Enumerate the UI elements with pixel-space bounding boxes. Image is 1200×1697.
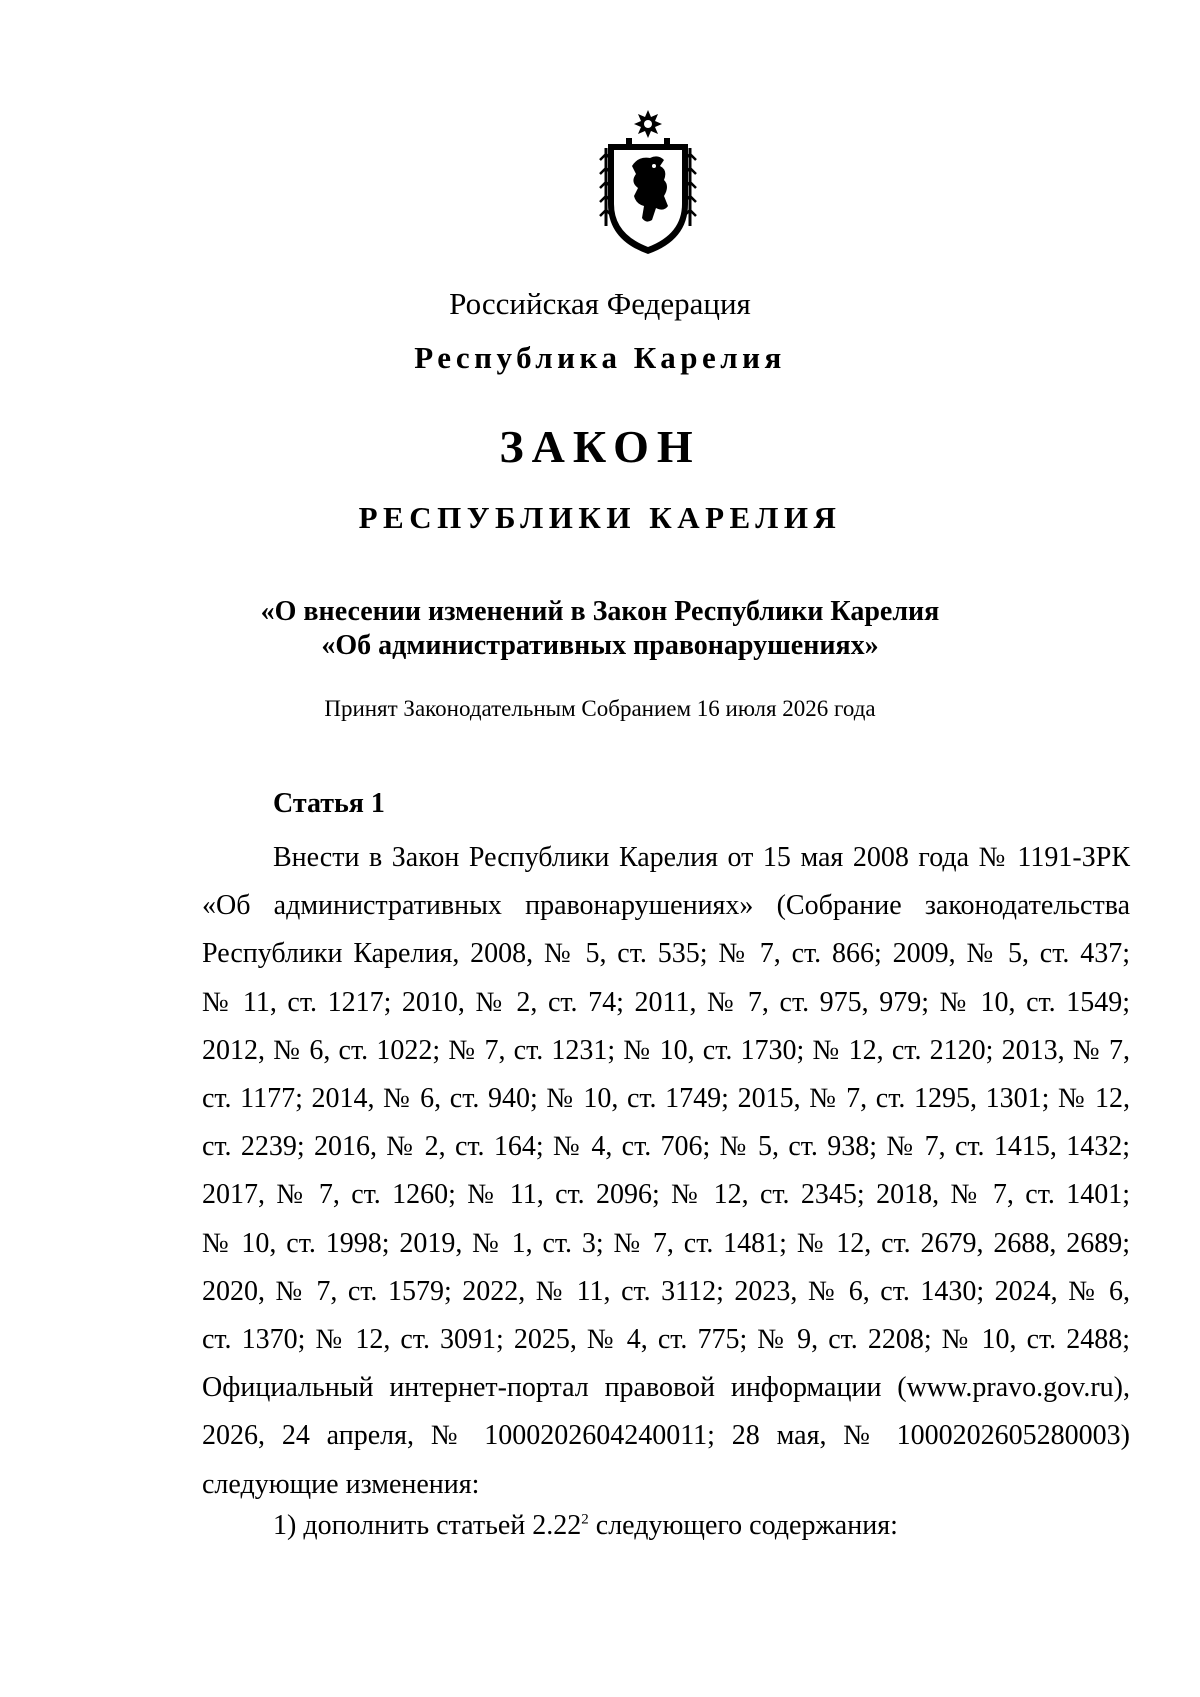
body-line: № 10, ст. 1998; 2019, № 1, ст. 3; № 7, ст. 1481; № 12, ст. 2679, 2688, 2689; [202, 1227, 1130, 1259]
list-item-1-text: 1) дополнить статьей 2.22 [273, 1510, 582, 1541]
body-line: Внести в Закон Республики Карелия от 15 мая 2008 года № 1191-ЗРК [273, 842, 1130, 873]
body-line: 2012, № 6, ст. 1022; № 7, ст. 1231; № 10, ст. 1730; № 12, ст. 2120; 2013, № 7, [202, 1034, 1130, 1066]
adoption-note: Принят Законодательным Собранием 16 июля 2026 года [324, 696, 876, 721]
body-line: ст. 2239; 2016, № 2, ст. 164; № 4, ст. 706; № 5, ст. 938; № 7, ст. 1415, 1432; [202, 1131, 1130, 1163]
body-line: ст. 1177; 2014, № 6, ст. 940; № 10, ст. 1749; 2015, № 7, ст. 1295, 1301; № 12, [202, 1083, 1130, 1115]
body-line: № 11, ст. 1217; 2010, № 2, ст. 74; 2011, № 7, ст. 975, 979; № 10, ст. 1549; [202, 986, 1130, 1018]
body-line: 2026, 24 апреля, № 1000202604240011; 28 мая, № 1000202605280003) [202, 1420, 1130, 1452]
body-line: ст. 1370; № 12, ст. 3091; 2025, № 4, ст. 775; № 9, ст. 2208; № 10, ст. 2488; [202, 1324, 1130, 1356]
body-line: 2020, № 7, ст. 1579; 2022, № 11, ст. 3112; 2023, № 6, ст. 1430; 2024, № 6, [202, 1275, 1130, 1307]
list-item-1-rest: следующего содержания: [588, 1510, 898, 1541]
document-type-title: ЗАКОН [499, 421, 701, 472]
republic-name: Республика Карелия [414, 340, 786, 375]
law-title-line-2: «Об административных правонарушениях» [321, 630, 879, 661]
body-line: следующие изменения: [202, 1468, 480, 1500]
list-item-1 [273, 1510, 898, 1542]
karelia-coat-of-arms-icon [598, 108, 698, 258]
body-line: Официальный интернет-портал правовой информации (www.pravo.gov.ru), [202, 1372, 1130, 1404]
body-line: 2017, № 7, ст. 1260; № 11, ст. 2096; № 12, ст. 2345; 2018, № 7, ст. 1401; [202, 1179, 1130, 1211]
body-line: «Об административных правонарушениях» (Собрание законодательства [202, 890, 1130, 922]
country-name: Российская Федерация [449, 286, 751, 321]
list-item-1-superscript: 2 [581, 1511, 589, 1528]
body-line: Республики Карелия, 2008, № 5, ст. 535; № 7, ст. 866; 2009, № 5, ст. 437; [202, 938, 1130, 970]
document-issuer: РЕСПУБЛИКИ КАРЕЛИЯ [358, 500, 842, 535]
article-body [202, 834, 1130, 1509]
law-title-line-1: «О внесении изменений в Закон Республики Карелия [260, 596, 940, 627]
article-heading: Статья 1 [273, 788, 385, 819]
